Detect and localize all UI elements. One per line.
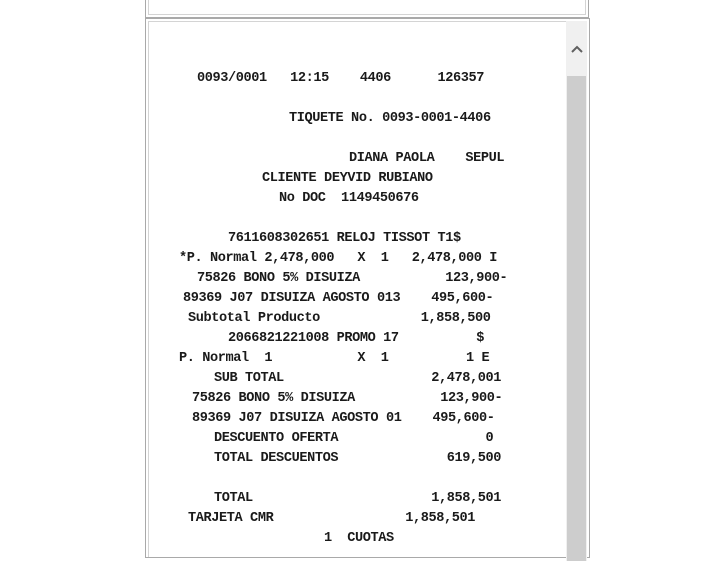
- receipt-item-line: 2066821221008 PROMO 17 $: [228, 331, 485, 346]
- receipt-header-line: 0093/0001 12:15 4406 126357: [197, 71, 485, 86]
- vertical-scrollbar[interactable]: [566, 21, 587, 561]
- receipt-item-line: 89369 J07 DISUIZA AGOSTO 013 495,600-: [183, 291, 494, 306]
- scroll-thumb[interactable]: [567, 76, 586, 561]
- receipt-item-line: 7611608302651 RELOJ TISSOT T1$: [228, 231, 461, 246]
- receipt-subtotal-product: Subtotal Producto 1,858,500: [188, 311, 491, 326]
- top-panel-inner: [148, 0, 586, 15]
- receipt-total-discounts: TOTAL DESCUENTOS 619,500: [214, 451, 502, 466]
- receipt-discount-line: 75826 BONO 5% DISUIZA 123,900-: [192, 391, 503, 406]
- receipt-payment-method: TARJETA CMR 1,858,501: [188, 511, 476, 526]
- receipt-cashier: DIANA PAOLA SEPUL: [349, 151, 505, 166]
- receipt-discount-line: 89369 J07 DISUIZA AGOSTO 01 495,600-: [192, 411, 495, 426]
- receipt-viewer: [145, 18, 590, 558]
- receipt-sub-total: SUB TOTAL 2,478,001: [214, 371, 502, 386]
- scroll-up-button[interactable]: [566, 21, 587, 76]
- receipt-item-line: P. Normal 1 X 1 1 E: [179, 351, 490, 366]
- receipt-installments: 1 CUOTAS: [324, 531, 394, 546]
- top-panel: [145, 0, 589, 18]
- receipt-cutoff-line: [234, 549, 467, 569]
- receipt-discount-offer: DESCUENTO OFERTA 0: [214, 431, 494, 446]
- receipt-document: No DOC 1149450676: [279, 191, 419, 206]
- receipt-client: CLIENTE DEYVID RUBIANO: [262, 171, 433, 186]
- receipt-text: [146, 19, 564, 559]
- receipt-item-line: *P. Normal 2,478,000 X 1 2,478,000 I: [179, 251, 498, 266]
- receipt-item-line: 75826 BONO 5% DISUIZA 123,900-: [197, 271, 508, 286]
- receipt-ticket-number: TIQUETE No. 0093-0001-4406: [289, 111, 491, 126]
- chevron-up-icon: [570, 44, 584, 54]
- receipt-total: TOTAL 1,858,501: [214, 491, 502, 506]
